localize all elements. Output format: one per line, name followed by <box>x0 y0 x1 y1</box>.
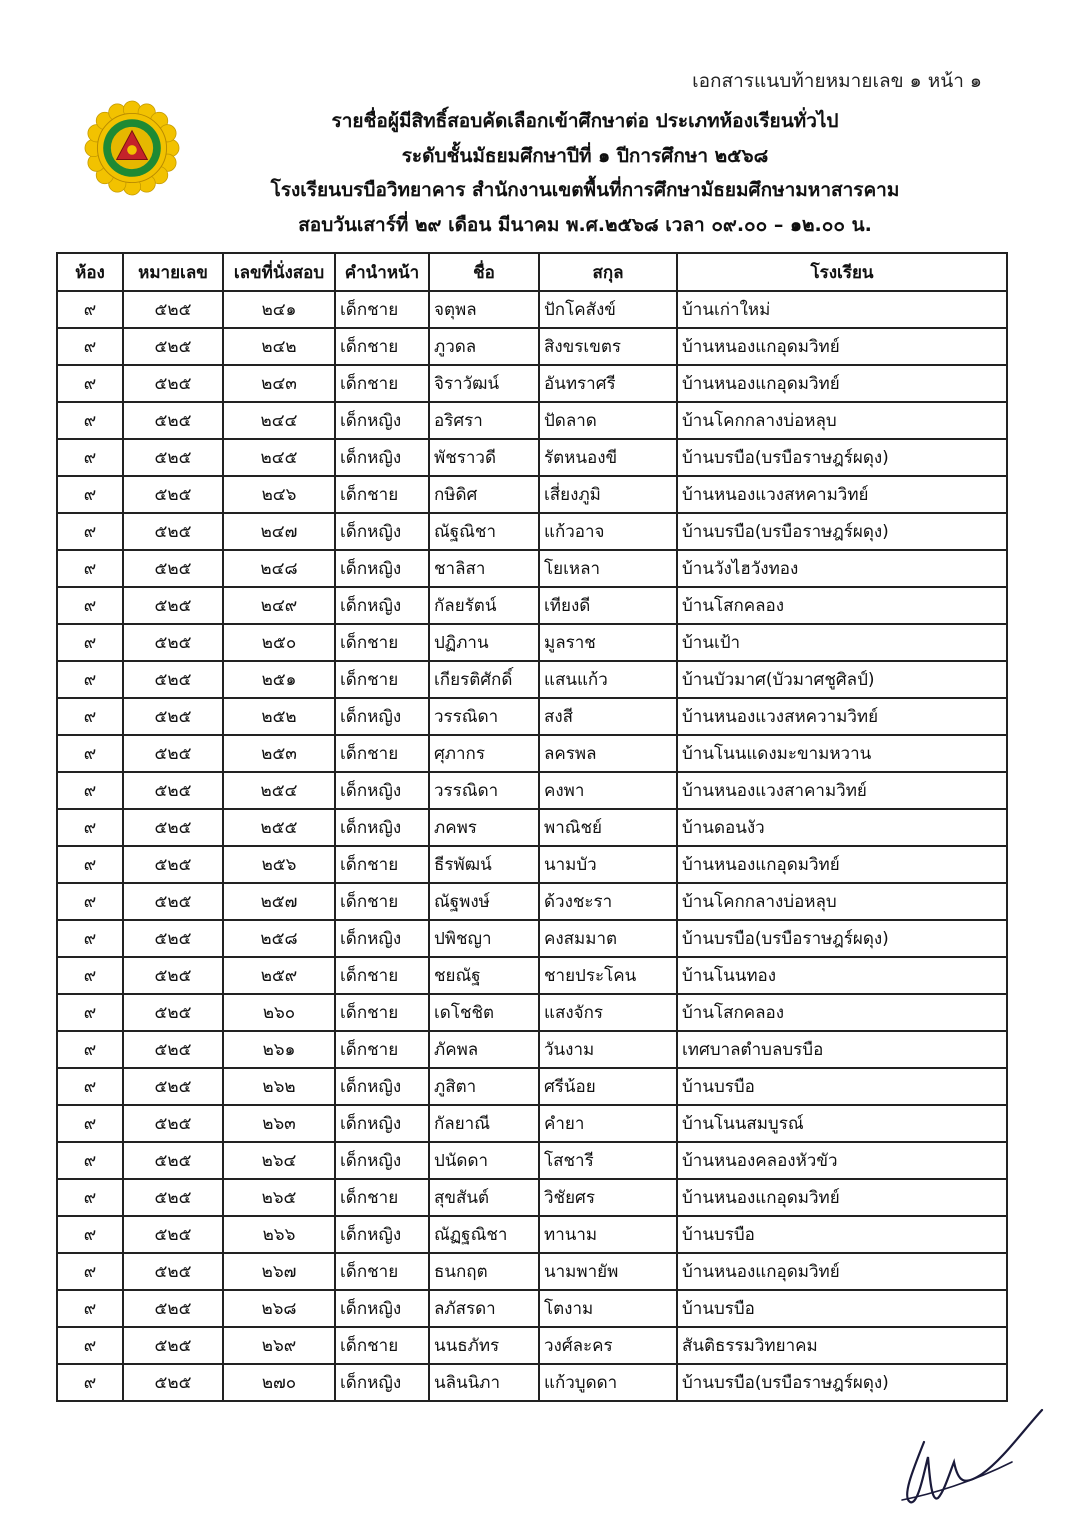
cell-first-name: สุขสันต์ <box>429 1179 539 1216</box>
cell-first-name: ปพิชญา <box>429 920 539 957</box>
cell-prefix: เด็กหญิง <box>335 402 429 439</box>
cell-prefix: เด็กชาย <box>335 1253 429 1290</box>
cell-first-name: ณัฐพงษ์ <box>429 883 539 920</box>
header-last-name: สกุล <box>539 253 677 291</box>
cell-number: ๕๒๕ <box>123 1179 223 1216</box>
table-row <box>57 994 1007 1031</box>
cell-number: ๕๒๕ <box>123 772 223 809</box>
table-row <box>57 846 1007 883</box>
header-school: โรงเรียน <box>677 253 1007 291</box>
cell-room: ๙ <box>57 1179 123 1216</box>
header-room: ห้อง <box>57 253 123 291</box>
cell-last-name: ชายประโคน <box>539 957 677 994</box>
cell-first-name: ชยณัฐ <box>429 957 539 994</box>
cell-number: ๕๒๕ <box>123 920 223 957</box>
cell-last-name: คงสมมาต <box>539 920 677 957</box>
cell-prefix: เด็กชาย <box>335 328 429 365</box>
cell-first-name: ณัฏฐณิชา <box>429 1216 539 1253</box>
table-row <box>57 291 1007 328</box>
cell-prefix: เด็กหญิง <box>335 920 429 957</box>
cell-last-name: เทียงดี <box>539 587 677 624</box>
cell-school: บ้านหนองแวงสหคามวิทย์ <box>677 476 1007 513</box>
table-row <box>57 476 1007 513</box>
cell-last-name: วงศ์ละคร <box>539 1327 677 1364</box>
cell-school: บ้านหนองแกอุดมวิทย์ <box>677 846 1007 883</box>
cell-last-name: มูลราช <box>539 624 677 661</box>
table-row <box>57 1327 1007 1364</box>
cell-first-name: กษิดิศ <box>429 476 539 513</box>
table-row <box>57 772 1007 809</box>
cell-prefix: เด็กชาย <box>335 994 429 1031</box>
cell-room: ๙ <box>57 1031 123 1068</box>
cell-seat: ๒๖๐ <box>223 994 335 1031</box>
cell-room: ๙ <box>57 1364 123 1401</box>
cell-room: ๙ <box>57 994 123 1031</box>
cell-school: บ้านดอนงัว <box>677 809 1007 846</box>
cell-first-name: ปนัดดา <box>429 1142 539 1179</box>
cell-first-name: ภัคพล <box>429 1031 539 1068</box>
cell-seat: ๒๕๐ <box>223 624 335 661</box>
cell-last-name: อันทราศรี <box>539 365 677 402</box>
cell-room: ๙ <box>57 1142 123 1179</box>
cell-last-name: แสงจักร <box>539 994 677 1031</box>
cell-school: เทศบาลตำบลบรบือ <box>677 1031 1007 1068</box>
cell-last-name: ลครพล <box>539 735 677 772</box>
cell-room: ๙ <box>57 1327 123 1364</box>
cell-last-name: รัตหนองขี <box>539 439 677 476</box>
cell-number: ๕๒๕ <box>123 1364 223 1401</box>
cell-last-name: ทานาม <box>539 1216 677 1253</box>
cell-first-name: ธนกฤต <box>429 1253 539 1290</box>
cell-number: ๕๒๕ <box>123 1068 223 1105</box>
cell-school: บ้านโนนสมบูรณ์ <box>677 1105 1007 1142</box>
cell-number: ๕๒๕ <box>123 809 223 846</box>
cell-seat: ๒๔๑ <box>223 291 335 328</box>
cell-seat: ๒๖๑ <box>223 1031 335 1068</box>
table-row <box>57 328 1007 365</box>
cell-first-name: จตุพล <box>429 291 539 328</box>
cell-first-name: ภูสิตา <box>429 1068 539 1105</box>
cell-prefix: เด็กหญิง <box>335 550 429 587</box>
cell-school: บ้านโนนทอง <box>677 957 1007 994</box>
cell-first-name: ณัฐณิชา <box>429 513 539 550</box>
cell-number: ๕๒๕ <box>123 1105 223 1142</box>
table-row <box>57 957 1007 994</box>
title-line-1: รายชื่อผู้มีสิทธิ์สอบคัดเลือกเข้าศึกษาต่อ ประเภทห้องเรียนทั่วไป <box>331 110 839 132</box>
table-row <box>57 365 1007 402</box>
cell-prefix: เด็กหญิง <box>335 1216 429 1253</box>
cell-last-name: วันงาม <box>539 1031 677 1068</box>
cell-seat: ๒๕๘ <box>223 920 335 957</box>
cell-prefix: เด็กหญิง <box>335 772 429 809</box>
cell-seat: ๒๖๘ <box>223 1290 335 1327</box>
cell-first-name: วรรณิดา <box>429 772 539 809</box>
cell-seat: ๒๕๙ <box>223 957 335 994</box>
cell-room: ๙ <box>57 1253 123 1290</box>
cell-prefix: เด็กชาย <box>335 883 429 920</box>
cell-seat: ๒๕๑ <box>223 661 335 698</box>
cell-prefix: เด็กชาย <box>335 476 429 513</box>
cell-number: ๕๒๕ <box>123 1142 223 1179</box>
cell-school: บ้านโสกคลอง <box>677 587 1007 624</box>
cell-first-name: กัลยรัตน์ <box>429 587 539 624</box>
table-row <box>57 1105 1007 1142</box>
cell-seat: ๒๕๓ <box>223 735 335 772</box>
cell-school: บ้านบรบือ(บรบือราษฎร์ผดุง) <box>677 920 1007 957</box>
cell-last-name: แสนแก้ว <box>539 661 677 698</box>
cell-school: บ้านวังไฮวังทอง <box>677 550 1007 587</box>
cell-seat: ๒๖๒ <box>223 1068 335 1105</box>
cell-first-name: ธีรพัฒน์ <box>429 846 539 883</box>
cell-number: ๕๒๕ <box>123 1327 223 1364</box>
cell-last-name: โตงาม <box>539 1290 677 1327</box>
cell-room: ๙ <box>57 328 123 365</box>
cell-school: บ้านหนองแกอุดมวิทย์ <box>677 1253 1007 1290</box>
table-row <box>57 883 1007 920</box>
cell-school: บ้านโคกกลางบ่อหลุบ <box>677 883 1007 920</box>
cell-school: บ้านบัวมาศ(บัวมาศชูศิลป์) <box>677 661 1007 698</box>
cell-prefix: เด็กชาย <box>335 291 429 328</box>
table-row <box>57 809 1007 846</box>
cell-seat: ๒๔๘ <box>223 550 335 587</box>
cell-school: บ้านบรบือ <box>677 1290 1007 1327</box>
cell-number: ๕๒๕ <box>123 439 223 476</box>
cell-last-name: คงพา <box>539 772 677 809</box>
header-seat: เลขที่นั่งสอบ <box>223 253 335 291</box>
cell-prefix: เด็กหญิง <box>335 1105 429 1142</box>
cell-room: ๙ <box>57 476 123 513</box>
cell-number: ๕๒๕ <box>123 661 223 698</box>
cell-prefix: เด็กชาย <box>335 1327 429 1364</box>
table-header-row <box>57 253 1007 291</box>
table-row <box>57 1216 1007 1253</box>
cell-number: ๕๒๕ <box>123 994 223 1031</box>
cell-last-name: สงสี <box>539 698 677 735</box>
page-reference: เอกสารแนบท้ายหมายเลข ๑ หน้า ๑ <box>692 70 982 92</box>
table-row <box>57 439 1007 476</box>
cell-seat: ๒๔๙ <box>223 587 335 624</box>
cell-room: ๙ <box>57 883 123 920</box>
cell-seat: ๒๖๗ <box>223 1253 335 1290</box>
cell-school: บ้านโสกคลอง <box>677 994 1007 1031</box>
cell-last-name: แก้วบูดดา <box>539 1364 677 1401</box>
cell-last-name: โสชารี <box>539 1142 677 1179</box>
title-line-4: สอบวันเสาร์ที่ ๒๙ เดือน มีนาคม พ.ศ.๒๕๖๘ เวลา ๐๙.๐๐ – ๑๒.๐๐ น. <box>298 213 872 236</box>
cell-number: ๕๒๕ <box>123 957 223 994</box>
cell-first-name: อริศรา <box>429 402 539 439</box>
cell-room: ๙ <box>57 735 123 772</box>
cell-school: บ้านหนองคลองหัวขัว <box>677 1142 1007 1179</box>
title-line-2: ระดับชั้นมัธยมศึกษาปีที่ ๑ ปีการศึกษา ๒๕๖๘ <box>401 144 769 167</box>
cell-room: ๙ <box>57 698 123 735</box>
header-number: หมายเลข <box>123 253 223 291</box>
cell-prefix: เด็กชาย <box>335 624 429 661</box>
cell-school: บ้านโคกกลางบ่อหลุบ <box>677 402 1007 439</box>
cell-room: ๙ <box>57 513 123 550</box>
cell-room: ๙ <box>57 550 123 587</box>
table-row <box>57 550 1007 587</box>
cell-school: บ้านหนองแกอุดมวิทย์ <box>677 1179 1007 1216</box>
cell-last-name: พาณิชย์ <box>539 809 677 846</box>
cell-seat: ๒๖๕ <box>223 1179 335 1216</box>
cell-seat: ๒๔๒ <box>223 328 335 365</box>
cell-room: ๙ <box>57 365 123 402</box>
cell-seat: ๒๔๖ <box>223 476 335 513</box>
cell-room: ๙ <box>57 920 123 957</box>
cell-prefix: เด็กชาย <box>335 846 429 883</box>
cell-prefix: เด็กชาย <box>335 661 429 698</box>
cell-number: ๕๒๕ <box>123 402 223 439</box>
cell-school: บ้านเป้า <box>677 624 1007 661</box>
cell-school: บ้านหนองแกอุดมวิทย์ <box>677 365 1007 402</box>
cell-number: ๕๒๕ <box>123 846 223 883</box>
cell-prefix: เด็กหญิง <box>335 1364 429 1401</box>
table-row <box>57 587 1007 624</box>
cell-room: ๙ <box>57 1216 123 1253</box>
table-row <box>57 1031 1007 1068</box>
cell-last-name: ด้วงชะรา <box>539 883 677 920</box>
table-row <box>57 1290 1007 1327</box>
cell-seat: ๒๕๔ <box>223 772 335 809</box>
cell-room: ๙ <box>57 1068 123 1105</box>
cell-number: ๕๒๕ <box>123 1031 223 1068</box>
table-row <box>57 513 1007 550</box>
cell-room: ๙ <box>57 1290 123 1327</box>
cell-number: ๕๒๕ <box>123 698 223 735</box>
title-line-3: โรงเรียนบรบือวิทยาคาร สำนักงานเขตพื้นที่การศึกษามัธยมศึกษามหาสารคาม <box>270 179 900 201</box>
cell-school: บ้านบรบือ(บรบือราษฎร์ผดุง) <box>677 513 1007 550</box>
table-row <box>57 920 1007 957</box>
cell-last-name: ปัดลาด <box>539 402 677 439</box>
cell-prefix: เด็กหญิง <box>335 1142 429 1179</box>
cell-first-name: ภคพร <box>429 809 539 846</box>
cell-seat: ๒๕๖ <box>223 846 335 883</box>
cell-seat: ๒๕๗ <box>223 883 335 920</box>
cell-first-name: จิราวัฒน์ <box>429 365 539 402</box>
document-header <box>150 104 1020 242</box>
table-row <box>57 624 1007 661</box>
cell-room: ๙ <box>57 772 123 809</box>
cell-first-name: ศุภากร <box>429 735 539 772</box>
signature <box>872 1402 1052 1512</box>
cell-number: ๕๒๕ <box>123 365 223 402</box>
cell-room: ๙ <box>57 402 123 439</box>
cell-seat: ๒๕๕ <box>223 809 335 846</box>
cell-number: ๕๒๕ <box>123 624 223 661</box>
table-row <box>57 698 1007 735</box>
candidate-table <box>56 252 1008 1402</box>
cell-number: ๕๒๕ <box>123 883 223 920</box>
cell-prefix: เด็กชาย <box>335 365 429 402</box>
table-row <box>57 735 1007 772</box>
cell-school: บ้านบรบือ <box>677 1216 1007 1253</box>
cell-first-name: ภูวดล <box>429 328 539 365</box>
table-row <box>57 1253 1007 1290</box>
cell-seat: ๒๔๓ <box>223 365 335 402</box>
cell-room: ๙ <box>57 624 123 661</box>
cell-first-name: กัลยาณี <box>429 1105 539 1142</box>
cell-room: ๙ <box>57 291 123 328</box>
cell-seat: ๒๖๖ <box>223 1216 335 1253</box>
cell-number: ๕๒๕ <box>123 587 223 624</box>
cell-prefix: เด็กชาย <box>335 1179 429 1216</box>
cell-seat: ๒๔๕ <box>223 439 335 476</box>
cell-prefix: เด็กหญิง <box>335 698 429 735</box>
cell-room: ๙ <box>57 846 123 883</box>
table-row <box>57 1068 1007 1105</box>
table-row <box>57 1364 1007 1401</box>
cell-number: ๕๒๕ <box>123 550 223 587</box>
cell-seat: ๒๗๐ <box>223 1364 335 1401</box>
cell-seat: ๒๖๔ <box>223 1142 335 1179</box>
cell-school: บ้านหนองแกอุดมวิทย์ <box>677 328 1007 365</box>
cell-room: ๙ <box>57 809 123 846</box>
cell-room: ๙ <box>57 439 123 476</box>
cell-number: ๕๒๕ <box>123 735 223 772</box>
cell-school: บ้านโนนแดงมะขามหวาน <box>677 735 1007 772</box>
cell-first-name: นลินนิภา <box>429 1364 539 1401</box>
cell-number: ๕๒๕ <box>123 1253 223 1290</box>
header-prefix: คำนำหน้า <box>335 253 429 291</box>
cell-first-name: ลภัสรดา <box>429 1290 539 1327</box>
table-row <box>57 1142 1007 1179</box>
cell-prefix: เด็กหญิง <box>335 587 429 624</box>
cell-number: ๕๒๕ <box>123 328 223 365</box>
cell-room: ๙ <box>57 957 123 994</box>
cell-number: ๕๒๕ <box>123 291 223 328</box>
cell-school: สันติธรรมวิทยาคม <box>677 1327 1007 1364</box>
cell-last-name: สิงขรเขตร <box>539 328 677 365</box>
cell-school: บ้านบรบือ(บรบือราษฎร์ผดุง) <box>677 439 1007 476</box>
cell-school: บ้านเก่าใหม่ <box>677 291 1007 328</box>
cell-prefix: เด็กหญิง <box>335 513 429 550</box>
table-row <box>57 1179 1007 1216</box>
cell-last-name: ศรีน้อย <box>539 1068 677 1105</box>
cell-seat: ๒๔๗ <box>223 513 335 550</box>
cell-last-name: คำยา <box>539 1105 677 1142</box>
cell-room: ๙ <box>57 587 123 624</box>
cell-room: ๙ <box>57 1105 123 1142</box>
cell-last-name: ปักโคสังข์ <box>539 291 677 328</box>
cell-prefix: เด็กชาย <box>335 1031 429 1068</box>
cell-first-name: เกียรติศักดิ์ <box>429 661 539 698</box>
cell-last-name: เสี่ยงภูมิ <box>539 476 677 513</box>
cell-school: บ้านหนองแวงสาคามวิทย์ <box>677 772 1007 809</box>
cell-first-name: วรรณิดา <box>429 698 539 735</box>
cell-school: บ้านหนองแวงสหความวิทย์ <box>677 698 1007 735</box>
cell-last-name: โยเหลา <box>539 550 677 587</box>
cell-prefix: เด็กหญิง <box>335 1290 429 1327</box>
cell-first-name: ชาลิสา <box>429 550 539 587</box>
cell-seat: ๒๔๔ <box>223 402 335 439</box>
cell-last-name: วิชัยศร <box>539 1179 677 1216</box>
cell-room: ๙ <box>57 661 123 698</box>
cell-last-name: แก้วอาจ <box>539 513 677 550</box>
cell-first-name: นนธภัทร <box>429 1327 539 1364</box>
table-row <box>57 402 1007 439</box>
cell-school: บ้านบรบือ <box>677 1068 1007 1105</box>
cell-first-name: เดโชชิต <box>429 994 539 1031</box>
header-first-name: ชื่อ <box>429 253 539 291</box>
table-row <box>57 661 1007 698</box>
cell-prefix: เด็กหญิง <box>335 439 429 476</box>
cell-number: ๕๒๕ <box>123 476 223 513</box>
cell-number: ๕๒๕ <box>123 1290 223 1327</box>
cell-prefix: เด็กหญิง <box>335 1068 429 1105</box>
cell-first-name: ปฏิภาน <box>429 624 539 661</box>
cell-school: บ้านบรบือ(บรบือราษฎร์ผดุง) <box>677 1364 1007 1401</box>
cell-prefix: เด็กชาย <box>335 957 429 994</box>
cell-prefix: เด็กชาย <box>335 735 429 772</box>
cell-number: ๕๒๕ <box>123 513 223 550</box>
cell-last-name: นามพายัพ <box>539 1253 677 1290</box>
cell-seat: ๒๕๒ <box>223 698 335 735</box>
cell-seat: ๒๖๓ <box>223 1105 335 1142</box>
cell-last-name: นามบัว <box>539 846 677 883</box>
cell-prefix: เด็กหญิง <box>335 809 429 846</box>
cell-first-name: พัชราวดี <box>429 439 539 476</box>
cell-number: ๕๒๕ <box>123 1216 223 1253</box>
cell-seat: ๒๖๙ <box>223 1327 335 1364</box>
